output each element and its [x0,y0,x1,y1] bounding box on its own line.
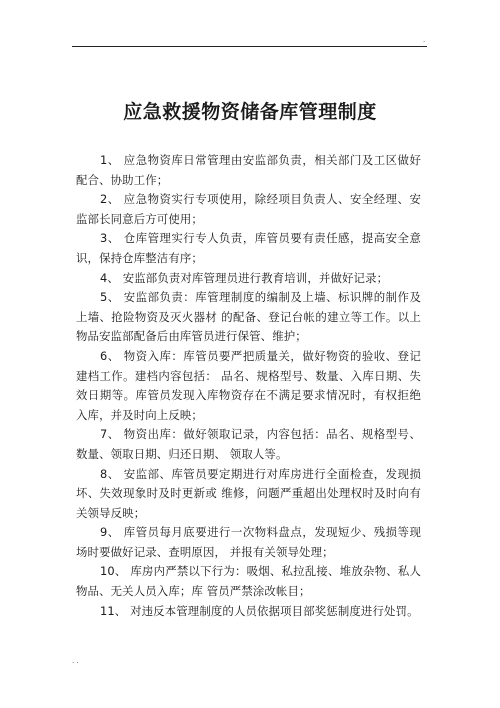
rule-item-5: 5、 安监部负责：库管理制度的编制及上墙、标识牌的制作及上墙、抢险物资及灭火器材 的配备、登记台帐的建立等工作。以上物品安监部配备后由库管员进行保管、维护； [76,290,421,344]
rule-item-4: 4、 安监部负责对库管理员进行教育培训，并做好记录； [100,270,389,285]
document-body [76,151,421,621]
rule-item-1: 1、 应急物资库日常管理由安监部负责，相关部门及工区做好配合、协助工作； [76,153,421,187]
rule-item-3: 3、 仓库管理实行专人负责，库管员要有责任感，提高安全意识，保持仓库整洁有序； [76,231,421,265]
rule-item-11: 11、 对违反本管理制度的人员依据项目部奖惩制度进行处罚。 [100,603,419,618]
rule-item-6: 6、 物资入库：库管员要严把质量关，做好物资的验收、登记建档工作。建档内容包括： 品名、规格型号、数量、入库日期、失效日期等。库管员发现入库物资存在不满足要求情况时，有权拒绝入库，并及时向上反映； [76,348,421,422]
footer-mark: . . [72,657,79,665]
rule-item-2: 2、 应急物资实行专项使用，除经项目负责人、安全经理、安监部长同意后方可使用； [76,192,421,226]
document-title: 应急救援物资储备库管理制度 [123,101,377,123]
header-mark: . [423,36,426,44]
rule-item-7: 7、 物资出库：做好领取记录，内容包括：品名、规格型号、数量、领取日期、归还日期、 领取人等。 [76,427,421,461]
rule-item-8: 8、 安监部、库管员要定期进行对库房进行全面检查，发现损坏、失效现象时及时更新或 维修，问题严重超出处理权时及时向有关领导反映； [76,466,421,520]
rule-item-10: 10、 库房内严禁以下行为：吸烟、私拉乱接、堆放杂物、私人物品、无关人员入库；库 管员严禁涂改帐目； [76,564,421,599]
rule-item-9: 9、 库管员每月底要进行一次物料盘点，发现短少、残损等现场时要做好记录、查明原因， 并报有关领导处理； [76,525,421,559]
header-rule [72,46,427,47]
